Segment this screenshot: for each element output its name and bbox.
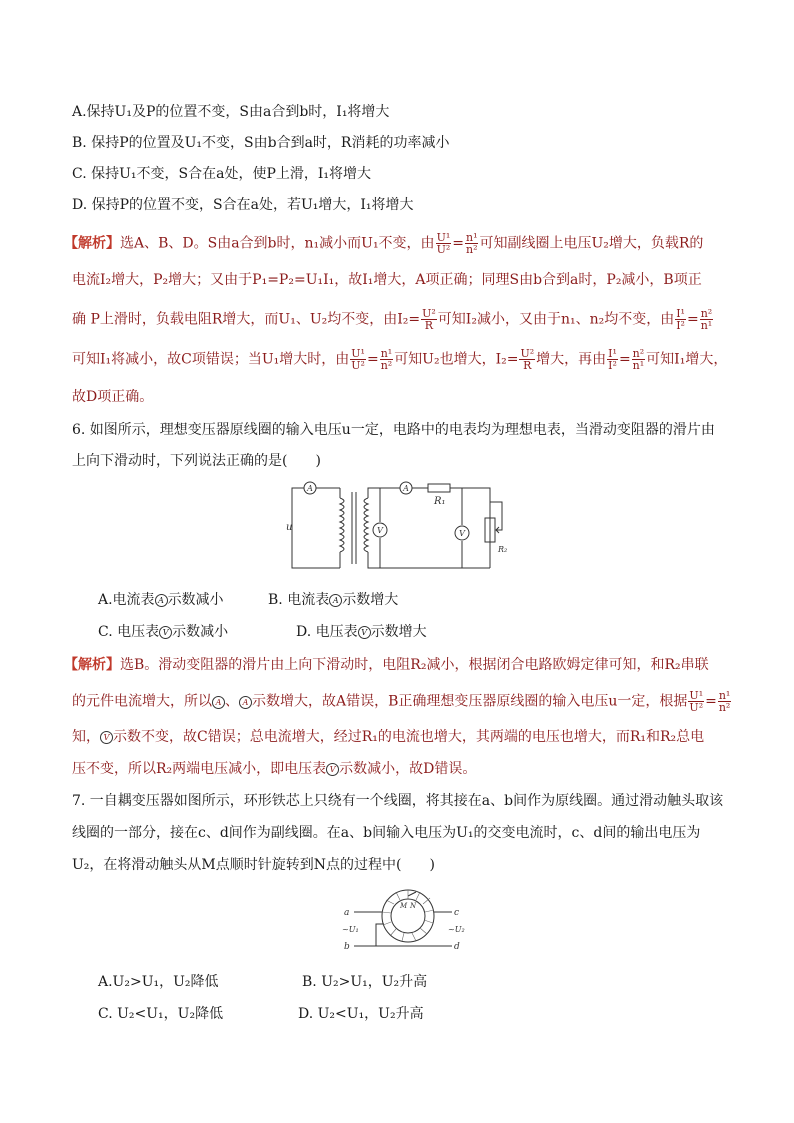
m-label: M <box>400 902 408 910</box>
q7-autotransformer-diagram <box>340 888 470 956</box>
r1-resistor <box>428 484 450 492</box>
q6-circuit-diagram <box>284 478 508 576</box>
ammeter-icon: A <box>212 696 225 709</box>
svg-text:V: V <box>459 529 465 538</box>
q5-option-c: C. 保持U₁不变，S合在a处，使P上滑，I₁将增大 <box>72 166 372 182</box>
q6-stem-line-2: 上向下滑动时，下列说法正确的是( ) <box>72 453 321 469</box>
q7-stem-line-3: U₂，在将滑动触头从M点顺时针旋转到N点的过程中( ) <box>72 857 435 873</box>
terminal-c-label: c <box>454 908 460 918</box>
q7-stem-line-1: 7. 一自耦变压器如图所示，环形铁芯上只绕有一个线圈，将其接在a、b间作为原线圈。通过滑动触头取该 <box>72 793 724 809</box>
q6-option-b: B. 电流表 A 示数增大 <box>268 592 399 608</box>
svg-text:A: A <box>403 484 409 493</box>
analysis-tag: 【解析】 <box>64 235 120 252</box>
fraction: $\frac{\text{U²}}{R}$ <box>422 307 436 332</box>
u-label: u <box>286 522 293 533</box>
fraction: $\frac{\text{n²}}{\text{n¹}}$ <box>632 347 645 372</box>
fraction: $\frac{\text{U¹}}{\text{U²}}$ <box>689 689 704 714</box>
q5-option-d: D. 保持P的位置不变，S合在a处，若U₁增大，I₁将增大 <box>72 197 414 213</box>
n-label: N <box>410 902 417 910</box>
fraction: $\frac{\text{U¹}}{\text{U²}}$ <box>351 347 365 372</box>
q6-analysis-line-1: 【解析】选B。滑动变阻器的滑片由上向下滑动时，电阻R₂减小，根据闭合电路欧姆定律可知，和R₂串联 <box>64 657 709 673</box>
terminal-a-label: a <box>344 908 350 918</box>
q5-analysis-line-3: 确 P上滑时，负载电阻R增大，而U₁、U₂均不变，由I₂= $\frac{\text{U²}}{R}$ 可知I₂减小，又由于n₁、n₂均不变，由 $\frac{\text{I¹}}{\text{I²}}$ = $\frac{\text{n²}}{\text{n¹}}$ <box>72 307 713 332</box>
fraction: $\frac{\text{I¹}}{\text{I²}}$ <box>676 307 685 332</box>
svg-text:V: V <box>377 526 383 535</box>
svg-text:A: A <box>307 484 313 493</box>
q5-analysis-line-4: 可知I₁将减小，故C项错误；当U₁增大时，由 $\frac{\text{U¹}}{\text{U²}}$ = $\frac{\text{n¹}}{\text{n²}}$ 可知U₂也增大，I₂= $\frac{\text{U²}}{R}$ 增大，再由 $\frac{\text{I¹}}{\text{I²}}$ = $\frac{\text{n²}}{\text{n¹}}$ 可知I₁增大， <box>72 347 728 372</box>
fraction: $\frac{\text{I¹}}{\text{I²}}$ <box>608 347 617 372</box>
q6-analysis-line-4: 压不变，所以R₂两端电压减小，即电压表 V 示数减小，故D错误。 <box>72 761 477 777</box>
fraction: $\frac{\text{n²}}{\text{n¹}}$ <box>700 307 713 332</box>
q7-option-a: A.U₂>U₁，U₂降低 <box>98 974 219 990</box>
analysis-tag: 【解析】 <box>64 657 120 673</box>
fraction: $\frac{\text{U¹}}{\text{U²}}$ <box>436 231 451 256</box>
u1-label: ~U₁ <box>342 925 359 934</box>
q5-analysis-line-1: 【解析】选A、B、D。S由a合到b时，n₁减小而U₁不变，由 $\frac{\text{U¹}}{\text{U²}}$ = $\frac{\text{n¹}}{\text{n²}}$ 可知副线圈上电压U₂增大，负载R的 <box>64 231 704 256</box>
fraction: $\frac{\text{n¹}}{\text{n²}}$ <box>380 347 393 372</box>
primary-wire <box>292 488 340 568</box>
q6-option-c: C. 电压表 V 示数减小 <box>98 624 229 640</box>
q7-option-b: B. U₂>U₁，U₂升高 <box>302 974 428 990</box>
q6-analysis-line-2: 的元件电流增大，所以 A 、 A 示数增大，故A错误，B正确理想变压器原线圈的输入电压u一定，根据 $\frac{\text{U¹}}{\text{U²}}$ = $\frac{\text{n¹}}{\text{n²}}$ <box>72 689 731 714</box>
q5-option-a: A.保持U₁及P的位置不变，S由a合到b时，I₁将增大 <box>72 104 390 120</box>
voltmeter-icon: V <box>326 763 339 776</box>
q7-option-d: D. U₂<U₁，U₂升高 <box>298 1006 424 1022</box>
terminal-d-label: d <box>454 942 460 952</box>
fraction: $\frac{\text{U²}}{R}$ <box>520 347 535 372</box>
voltmeter-icon: V <box>358 626 371 639</box>
primary-coil <box>340 498 344 552</box>
q7-stem-line-2: 线圈的一部分，接在c、d间作为副线圈。在a、b间输入电压为U₁的交变电流时，c、d间的输出电压为 <box>72 825 701 841</box>
fraction: $\frac{\text{n¹}}{\text{n²}}$ <box>718 689 731 714</box>
terminal-b-label: b <box>344 942 350 952</box>
q6-option-a: A.电流表 A 示数减小 <box>98 592 224 608</box>
q6-option-d: D. 电压表 V 示数增大 <box>296 624 427 640</box>
ammeter-icon: A <box>239 696 252 709</box>
voltmeter-icon: V <box>100 731 113 744</box>
u2-label: ~U₂ <box>448 925 465 934</box>
q7-option-c: C. U₂<U₁，U₂降低 <box>98 1006 224 1022</box>
ammeter-icon: A <box>155 594 168 607</box>
secondary-coil <box>364 498 368 552</box>
q5-option-b: B. 保持P的位置及U₁不变，S由b合到a时，R消耗的功率减小 <box>72 135 450 151</box>
q6-analysis-line-3: 知， V 示数不变，故C错误；总电流增大，经过R₁的电流也增大，其两端的电压也增大，而R₁和R₂总电 <box>72 729 705 745</box>
q5-analysis-line-2: 电流I₂增大，P₂增大；又由于P₁=P₂=U₁I₁，故I₁增大，A项正确；同理S由b合到a时，P₂减小，B项正 <box>72 272 702 288</box>
ammeter-icon: A <box>329 594 342 607</box>
r1-label: R₁ <box>434 496 446 507</box>
toroid-inner <box>391 899 425 933</box>
fraction: $\frac{\text{n¹}}{\text{n²}}$ <box>465 231 478 256</box>
voltmeter-icon: V <box>159 626 172 639</box>
r2-label: R₂ <box>498 545 508 554</box>
q6-stem-line-1: 6. 如图所示，理想变压器原线圈的输入电压u一定，电路中的电表均为理想电表，当滑动变阻器的滑片由 <box>72 422 715 438</box>
q5-analysis-line-5: 故D项正确。 <box>72 389 154 405</box>
